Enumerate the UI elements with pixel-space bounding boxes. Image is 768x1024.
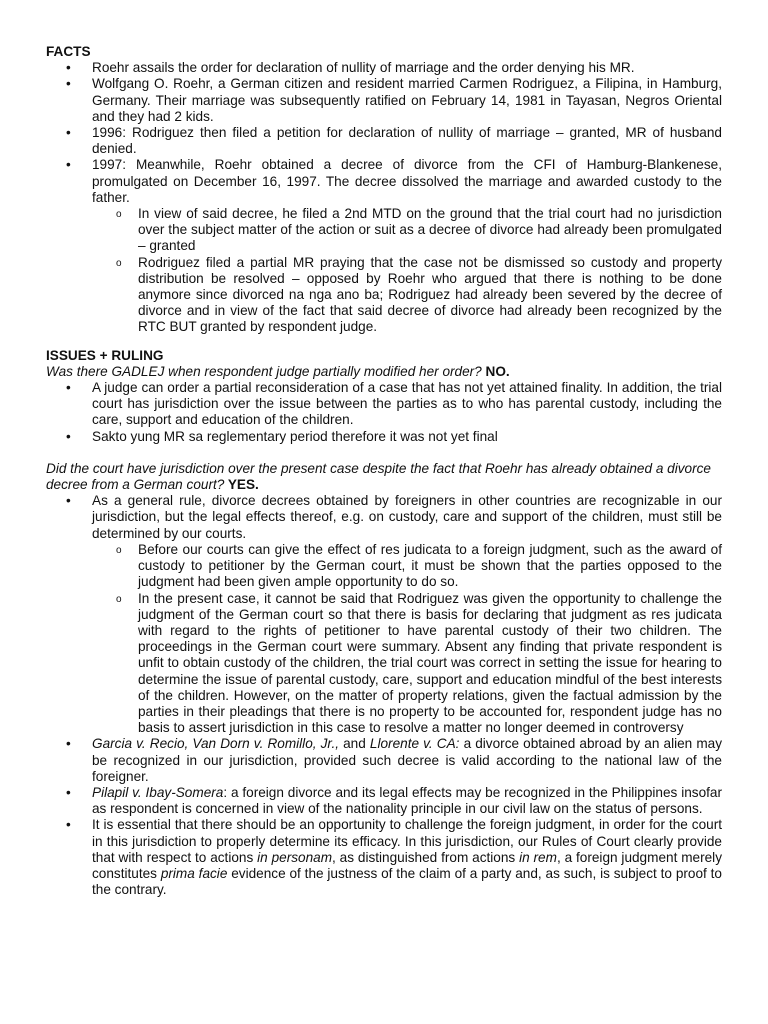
list-item — [92, 493, 722, 736]
list-item: • Roehr assails the order for declaration of nullity of marriage and the order denying his MR. — [92, 60, 722, 76]
case-citation: Garcia v. Recio, Van Dorn v. Romillo, Jr., — [92, 736, 340, 752]
case-citation: Pilapil v. Ibay-Somera — [92, 784, 224, 800]
list-item-text: 1997: Meanwhile, Roehr obtained a decree of divorce from the CFI of Hamburg-Blankenese, promulgated on December 16, 1997. The decree dissolved the marriage and awarded custody to the father. — [92, 157, 722, 205]
issue-question-2: Did the court have jurisdiction over the present case despite the fact that Roehr has already obtained a divorce decree from a German court? YES. — [46, 460, 711, 493]
list-item: • A judge can order a partial reconsideration of a case that has not yet attained finality. In addition, the trial court has jurisdiction over the issue between the parties as to who has parental custody, including the care, support and education of the children. — [92, 380, 722, 429]
sub-list-item: o In view of said decree, he filed a 2nd MTD on the ground that the trial court had no jurisdiction over the subject matter of the action or suit as a decree of divorce had already been promulgated – granted — [138, 206, 722, 255]
list-item: • Pilapil v. Ibay-Somera: a foreign divorce and its legal effects may be recognized in the Philippines insofar as respondent is concerned in view of the nationality principle in our civil law on the status of persons. — [92, 785, 722, 817]
sub-list-item: o Rodriguez filed a partial MR praying that the case not be dismissed so custody and property distribution be resolved – opposed by Roehr who argued that there is nothing to be done anymore since divorced na nga ano ba; Rodriguez had already been severed by the decree of divorce and in view of the fact that said decree of divorce had already been recognized by the RTC BUT granted by respondent judge. — [138, 255, 722, 336]
list-item: • 1996: Rodriguez then filed a petition for declaration of nullity of marriage – granted, MR of husband denied. — [92, 125, 722, 157]
list-item: • Wolfgang O. Roehr, a German citizen and resident married Carmen Rodriguez, a Filipina, in Hamburg, Germany. Their marriage was subsequently ratified on February 14, 1981 in Tayasan, Negros Oriental and they had 2 kids. — [92, 76, 722, 125]
sub-list-item: o In the present case, it cannot be said that Rodriguez was given the opportunity to challenge the judgment of the German court so that there is basis for declaring that judgment as res judicata with regard to the rights of petitioner to have parental custody of their two children. The proceedings in the German court were summary. Absent any finding that private respondent is unfit to obtain custody of the children, the trial court was correct in setting the issue for hearing to determine the issue of parental custody, care, support and education mindful of the best interests of the children. However, on the matter of property relations, given the factual admission by the parties in their pleadings that there is no property to be accounted for, respondent judge has no basis to assert jurisdiction in this case to resolve a matter no longer deemed in controversy — [138, 591, 722, 737]
issue-1-list — [46, 380, 722, 445]
list-item — [92, 157, 722, 335]
issue-answer-2: YES. — [224, 477, 259, 493]
issues-heading: ISSUES + RULING — [46, 347, 164, 363]
list-item: • Garcia v. Recio, Van Dorn v. Romillo, Jr., and Llorente v. CA: a divorce obtained abroad by an alien may be recognized in our jurisdiction, provided such decree is valid according to the national law of the foreigner. — [92, 736, 722, 785]
issue-2-list — [46, 493, 722, 898]
list-item-text: As a general rule, divorce decrees obtained by foreigners in other countries are recognizable in our jurisdiction, but the legal effects thereof, e.g. on custody, care and support of the children, must still be determined by our courts. — [92, 493, 722, 541]
case-citation: Llorente v. CA: — [369, 736, 460, 752]
list-item: • It is essential that there should be an opportunity to challenge the foreign judgment, in order for the court in this jurisdiction to properly determine its efficacy. In this jurisdiction, our Rules of Court clearly provide that with respect to actions in personam, as distinguished from actions in rem, a foreign judgment merely constitutes prima facie evidence of the justness of the claim of a party and, as such, is subject to proof to the contrary. — [92, 817, 722, 898]
facts-heading: FACTS — [46, 44, 91, 59]
list-item: • Sakto yung MR sa reglementary period therefore it was not yet final — [92, 429, 722, 445]
issue-2-sublist — [92, 542, 722, 736]
facts-list — [46, 60, 722, 335]
issue-question-1: Was there GADLEJ when respondent judge partially modified her order? NO. — [46, 363, 510, 379]
sub-list-item: o Before our courts can give the effect of res judicata to a foreign judgment, such as the award of custody to petitioner by the German court, it must be shown that the parties opposed to the judgment had been given ample opportunity to do so. — [138, 542, 722, 591]
facts-sublist — [92, 206, 722, 336]
issue-answer-1: NO. — [481, 363, 510, 379]
